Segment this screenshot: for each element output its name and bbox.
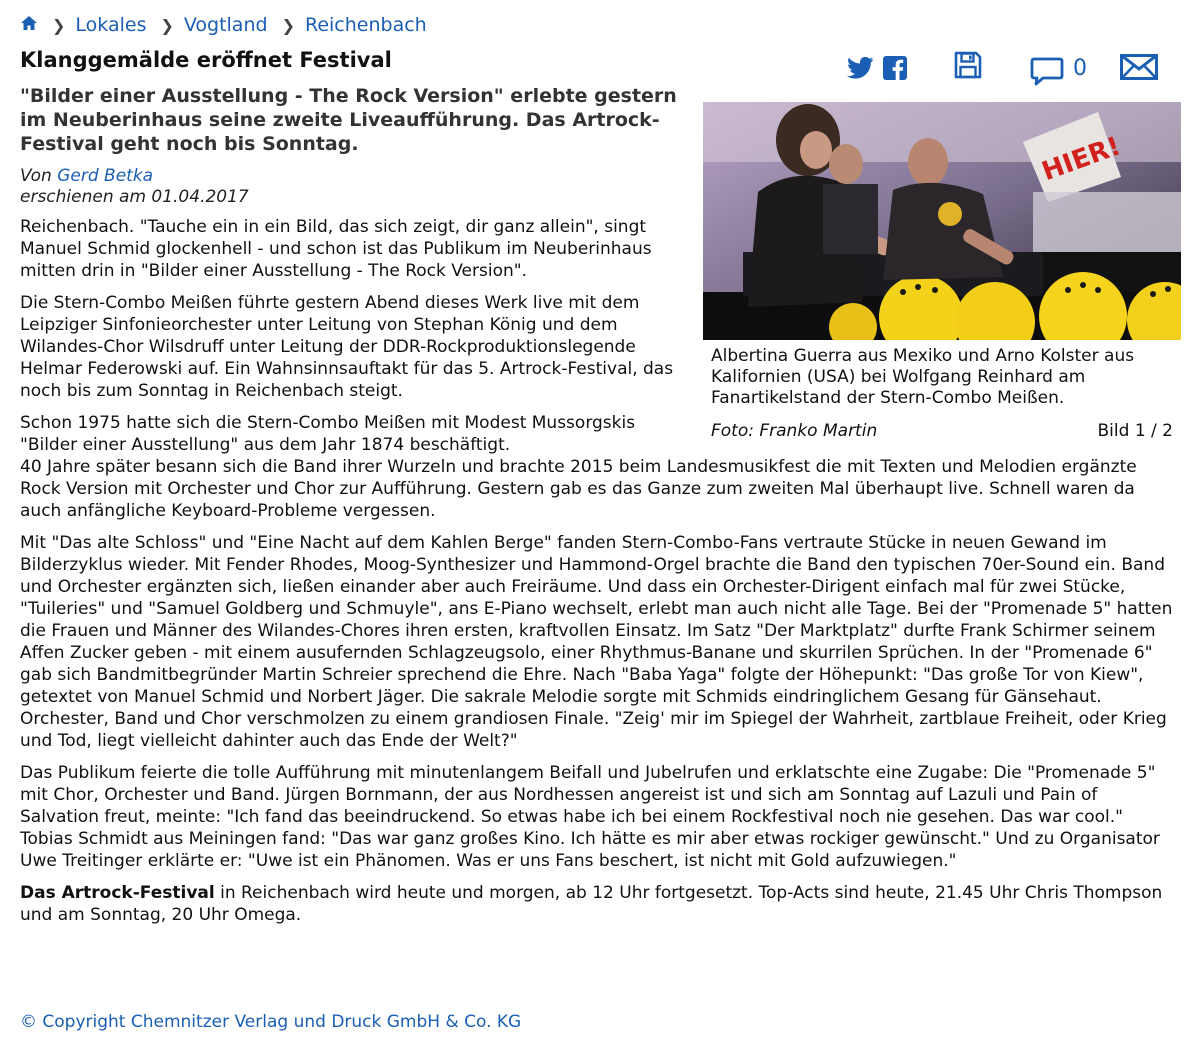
photo-caption: Albertina Guerra aus Mexiko und Arno Kolster aus Kalifornien (USA) bei Wolfgang Reinhard am Fanartikelstand der Stern-Combo Meißen. [711, 346, 1135, 408]
breadcrumb-item-vogtland[interactable]: Vogtland [183, 14, 268, 36]
gallery-counter: Bild 1 / 2 [1097, 421, 1173, 441]
article-headline: Klanggemälde eröffnet Festival [20, 48, 392, 72]
article-paragraph: Reichenbach. "Tauche ein in ein Bild, das sich zeigt, dir ganz allein", singt Manuel Schmid glockenhell - und schon ist das Publikum im Neuberinhaus mitten drin in "Bilder einer Ausstellung - The Rock Version". [20, 217, 652, 281]
article-paragraph: Mit "Das alte Schloss" und "Eine Nacht auf dem Kahlen Berge" fanden Stern-Combo-Fans vertraute Stücke in neuen Gewand im Bilderzyklus wieder. Mit Fender Rhodes, Moog-Synthesizer und Hammond-Orgel brachte die Band den typischen 70er-Sound ein. Band und Orchester ergänzten sich, ließen einander aber auch Freiräume. Und dass ein Orchester-Dirigent einfach mal für zwei Stücke, "Tuileries" und "Samuel Goldberg und Schmuyle", ans E-Piano wechselt, erlebt man auch nicht alle Tage. Bei der "Promenade 5" hatten die Frauen und Männer des Wilandes-Chores ihren ersten, kraftvollen Einsatz. Im Satz "Der Marktplatz" durfte Frank Schirmer seinem Affen Zucker geben - mit einem ausufernden Schlagzeugsolo, einer Rhythmus-Banane und skurrilen Sprüchen. In der "Promenade 6" gab sich Bandmitbegründer Martin Schreier sprechend die Ehre. Nach "Baba Yaga" folgte der Höhepunkt: "Das große Tor von Kiew", getextet von Manuel Schmid und Norbert Jäger. Die sakrale Melodie sorgte mit Schmids eindringlichem Gesang für Gänsehaut. Orchester, Band und Chor verschmolzen zu einem grandiosen Finale. "Zeig' mir im Spiegel der Wahrheit, zartblaue Freiheit, oder Krieg und Tod, liegt vielleicht dahinter auch das Ende der Welt?" [20, 533, 1173, 751]
home-link[interactable] [20, 14, 38, 36]
photo-credit: Foto: Franko Martin [711, 421, 878, 441]
twitter-icon [847, 56, 874, 80]
author-prefix: Von [20, 166, 52, 186]
final-paragraph-lead: Das Artrock-Festival [20, 883, 215, 903]
save-icon [953, 50, 983, 80]
byline [20, 166, 249, 208]
chevron-right-icon: ❯ [160, 15, 174, 35]
breadcrumb [20, 14, 427, 36]
article-paragraph: Die Stern-Combo Meißen führte gestern Abend dieses Werk live mit dem Leipziger Sinfonieorchester unter Leitung von Stephan König und dem Wilandes-Chor Wilsdruff unter Leitung der DDR-Rockproduktionslegende Helmar Federowski auf. Ein Wahnsinnsauftakt für das 5. Artrock-Festival, das noch bis zum Sonntag in Reichenbach steigt. [20, 293, 674, 401]
author-line [20, 166, 249, 187]
comment-icon [1030, 56, 1064, 86]
twitter-share-button[interactable] [847, 56, 874, 84]
copyright-link[interactable]: © Copyright Chemnitzer Verlag und Druck GmbH & Co. KG [20, 1012, 522, 1032]
final-paragraph-text: in Reichenbach wird heute und morgen, ab 12 Uhr fortgesetzt. Top-Acts sind heute, 21.45 Uhr Chris Thompson und am Sonntag, 20 Uhr Omega. [20, 883, 1163, 925]
breadcrumb-item-lokales[interactable]: Lokales [75, 14, 147, 36]
home-icon [20, 15, 38, 31]
comments-button[interactable] [1030, 56, 1064, 90]
mail-icon [1120, 54, 1158, 80]
comment-count[interactable]: 0 [1073, 56, 1087, 81]
mail-share-button[interactable] [1120, 54, 1158, 84]
article-paragraph: Schon 1975 hatte sich die Stern-Combo Meißen mit Modest Mussorgskis "Bilder einer Ausstellung" aus dem Jahr 1874 beschäftigt. [20, 413, 636, 455]
article-paragraph: 40 Jahre später besann sich die Band ihrer Wurzeln und brachte 2015 beim Landesmusikfest die mit Texten und Melodien ergänzte Rock Version mit Orchester und Chor zur Aufführung. Gestern gab es das Ganze zum zweiten Mal überhaupt live. Schnell waren da auch anfängliche Keyboard-Probleme vergessen. [20, 457, 1137, 521]
facebook-share-button[interactable] [883, 56, 907, 84]
share-toolbar [845, 50, 1165, 90]
facebook-icon [883, 56, 907, 80]
photo-sign-text: HIER! [1038, 131, 1125, 188]
breadcrumb-item-reichenbach[interactable]: Reichenbach [304, 14, 427, 36]
article-paragraph: Das Publikum feierte die tolle Aufführung mit minutenlangem Beifall und Jubelrufen und erklatschte eine Zugabe: Die "Promenade 5" mit Chor, Orchester und Band. Jürgen Bornmann, der aus Nordhessen angereist ist und sich am Sonntag auf Lazuli und Pain of Salvation freut, meinte: "Ich fand das beeindruckend. So etwas habe ich bei einem Rockfestival noch nie gesehen. Das war cool." Tobias Schmidt aus Meiningen fand: "Das war ganz großes Kino. Ich hätte es mir aber etwas rockiger gewünscht." Und zu Organisator Uwe Treitinger erklärte er: "Uwe ist ein Phänomen. Was er uns Fans beschert, ist nicht mit Gold aufzuwiegen." [20, 763, 1160, 871]
article-body [20, 216, 1180, 936]
article-lead: "Bilder einer Ausstellung - The Rock Version" erlebte gestern im Neuberinhaus seine zweite Liveaufführung. Das Artrock-Festival geht noch bis Sonntag. [20, 85, 677, 155]
article-final-paragraph [20, 882, 1180, 926]
author-link[interactable]: Gerd Betka [57, 166, 154, 186]
save-button[interactable] [953, 50, 983, 84]
publish-date: erschienen am 01.04.2017 [20, 187, 249, 207]
chevron-right-icon: ❯ [52, 15, 66, 35]
chevron-right-icon: ❯ [281, 15, 295, 35]
